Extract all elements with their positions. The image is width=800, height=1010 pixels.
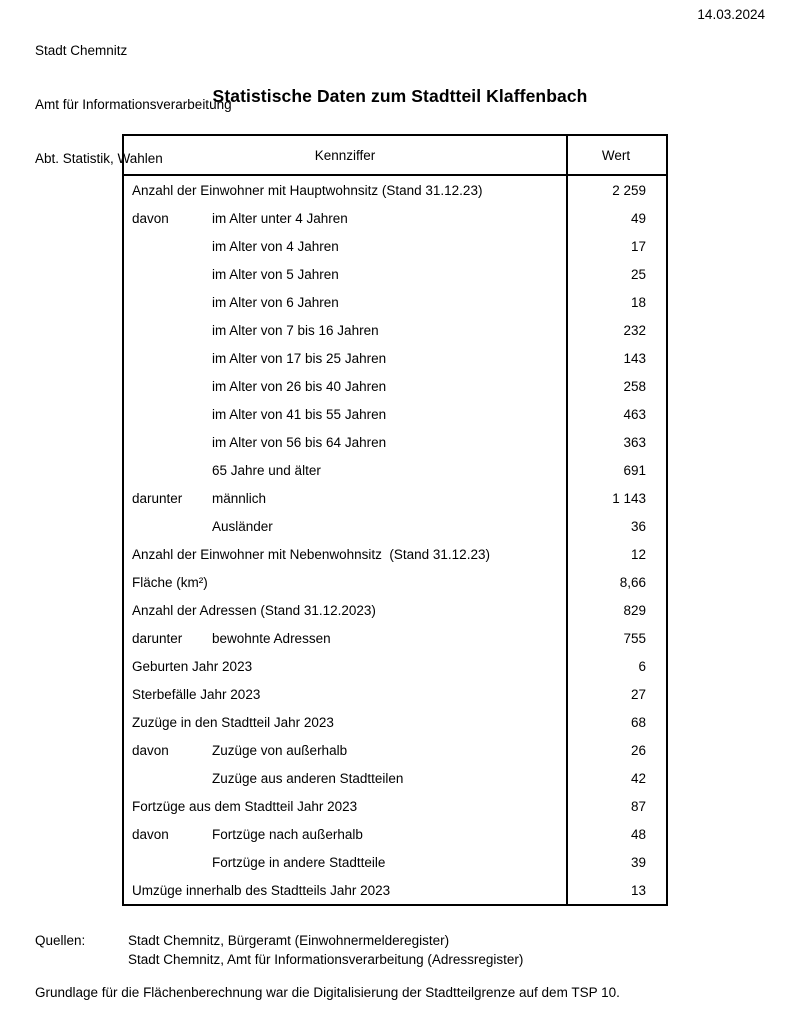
row-label-cell — [124, 463, 566, 478]
row-label-cell — [124, 883, 566, 898]
column-header-kennziffer: Kennziffer — [314, 147, 376, 163]
page-title: Statistische Daten zum Stadtteil Klaffenbach — [212, 86, 588, 106]
row-value: 25 — [630, 266, 646, 282]
table-row — [124, 288, 666, 316]
row-group-prefix: darunter — [132, 630, 183, 646]
table-row — [124, 400, 666, 428]
table-row — [124, 540, 666, 568]
statistics-table — [122, 134, 668, 906]
row-label-cell — [124, 603, 566, 618]
row-label-cell — [124, 827, 566, 842]
row-label: Anzahl der Adressen (Stand 31.12.2023) — [132, 602, 376, 618]
table-row — [124, 820, 666, 848]
column-divider — [566, 136, 568, 904]
row-label: im Alter von 5 Jahren — [212, 266, 339, 282]
table-row — [124, 848, 666, 876]
row-value: 49 — [630, 210, 646, 226]
row-label-cell — [124, 351, 566, 366]
table-row — [124, 764, 666, 792]
row-label: im Alter von 26 bis 40 Jahren — [212, 378, 387, 394]
row-label-cell — [124, 575, 566, 590]
row-label: Fortzüge nach außerhalb — [212, 826, 363, 842]
row-label-cell — [124, 631, 566, 646]
table-row — [124, 512, 666, 540]
row-label-cell — [124, 491, 566, 506]
table-row — [124, 596, 666, 624]
row-label: Fläche (km²) — [132, 574, 208, 590]
row-label-cell — [124, 547, 566, 562]
row-label: männlich — [212, 490, 267, 506]
letterhead-line-dept: Abt. Statistik, Wahlen — [35, 151, 163, 166]
row-label: im Alter von 17 bis 25 Jahren — [212, 350, 387, 366]
row-value: 18 — [630, 294, 646, 310]
row-label-cell — [124, 379, 566, 394]
row-label: Anzahl der Einwohner mit Nebenwohnsitz (Stand 31.12.23) — [132, 546, 490, 562]
table-row — [124, 316, 666, 344]
row-value: 1 143 — [612, 490, 646, 506]
table-row — [124, 428, 666, 456]
row-group-prefix: darunter — [132, 490, 183, 506]
row-value: 13 — [630, 882, 646, 898]
sources-label: Quellen: — [35, 933, 86, 948]
row-label-cell — [124, 435, 566, 450]
row-label: Zuzüge aus anderen Stadtteilen — [212, 770, 404, 786]
source-line-address: Stadt Chemnitz, Amt für Informationsverarbeitung (Adressregister) — [128, 952, 524, 967]
row-value: 36 — [630, 518, 646, 534]
table-row — [124, 344, 666, 372]
row-value: 87 — [630, 798, 646, 814]
table-row — [124, 232, 666, 260]
table-row — [124, 736, 666, 764]
row-label-cell — [124, 771, 566, 786]
row-label: Fortzüge aus dem Stadtteil Jahr 2023 — [132, 798, 358, 814]
row-value: 27 — [630, 686, 646, 702]
row-value: 258 — [623, 378, 646, 394]
row-label: im Alter von 4 Jahren — [212, 238, 339, 254]
row-label: im Alter von 6 Jahren — [212, 294, 339, 310]
row-group-prefix: davon — [132, 742, 169, 758]
table-body — [124, 176, 666, 904]
table-row — [124, 876, 666, 904]
letterhead-line-office: Amt für Informationsverarbeitung — [35, 97, 232, 112]
table-row — [124, 484, 666, 512]
row-label-cell — [124, 743, 566, 758]
row-label-cell — [124, 519, 566, 534]
row-label-cell — [124, 407, 566, 422]
row-value: 143 — [623, 350, 646, 366]
row-label-cell — [124, 239, 566, 254]
row-label-cell — [124, 855, 566, 870]
row-label-cell — [124, 295, 566, 310]
row-label: Anzahl der Einwohner mit Hauptwohnsitz (Stand 31.12.23) — [132, 182, 483, 198]
footnote: Grundlage für die Flächenberechnung war die Digitalisierung der Stadtteilgrenze auf dem TSP 10. — [35, 985, 620, 1000]
row-label: Ausländer — [212, 518, 273, 534]
row-label-cell — [124, 715, 566, 730]
row-value: 829 — [623, 602, 646, 618]
letterhead-line-org: Stadt Chemnitz — [35, 43, 128, 58]
row-label-cell — [124, 323, 566, 338]
row-value: 26 — [630, 742, 646, 758]
row-label-cell — [124, 267, 566, 282]
table-row — [124, 372, 666, 400]
column-header-wert: Wert — [601, 147, 631, 163]
table-row — [124, 708, 666, 736]
row-label: Umzüge innerhalb des Stadtteils Jahr 2023 — [132, 882, 391, 898]
row-label: Zuzüge in den Stadtteil Jahr 2023 — [132, 714, 334, 730]
row-value: 691 — [623, 462, 646, 478]
table-row — [124, 176, 666, 204]
row-label: Sterbefälle Jahr 2023 — [132, 686, 261, 702]
row-label: 65 Jahre und älter — [212, 462, 321, 478]
row-label-cell — [124, 211, 566, 226]
document-date: 14.03.2024 — [697, 7, 765, 22]
row-value: 6 — [638, 658, 646, 674]
row-group-prefix: davon — [132, 210, 169, 226]
table-row — [124, 260, 666, 288]
row-label: bewohnte Adressen — [212, 630, 331, 646]
table-header-row — [124, 136, 666, 176]
source-line-registry: Stadt Chemnitz, Bürgeramt (Einwohnermelderegister) — [128, 933, 450, 948]
row-value: 17 — [630, 238, 646, 254]
row-label: Zuzüge von außerhalb — [212, 742, 348, 758]
row-value: 755 — [623, 630, 646, 646]
table-row — [124, 652, 666, 680]
sources-block — [35, 931, 523, 969]
row-label: im Alter von 7 bis 16 Jahren — [212, 322, 379, 338]
row-group-prefix: davon — [132, 826, 169, 842]
row-label: im Alter unter 4 Jahren — [212, 210, 348, 226]
row-label: im Alter von 41 bis 55 Jahren — [212, 406, 387, 422]
row-value: 232 — [623, 322, 646, 338]
row-label: im Alter von 56 bis 64 Jahren — [212, 434, 387, 450]
row-value: 8,66 — [619, 574, 646, 590]
row-label-cell — [124, 687, 566, 702]
row-value: 12 — [630, 546, 646, 562]
row-value: 463 — [623, 406, 646, 422]
row-value: 363 — [623, 434, 646, 450]
row-value: 42 — [630, 770, 646, 786]
table-row — [124, 568, 666, 596]
table-row — [124, 204, 666, 232]
table-row — [124, 624, 666, 652]
row-label-cell — [124, 799, 566, 814]
sources-lines — [128, 931, 523, 969]
row-label-cell — [124, 659, 566, 674]
row-label: Fortzüge in andere Stadtteile — [212, 854, 386, 870]
table-row — [124, 456, 666, 484]
row-value: 2 259 — [612, 182, 646, 198]
table-row — [124, 680, 666, 708]
row-label-cell — [124, 183, 566, 198]
row-label: Geburten Jahr 2023 — [132, 658, 253, 674]
row-value: 68 — [630, 714, 646, 730]
row-value: 39 — [630, 854, 646, 870]
row-value: 48 — [630, 826, 646, 842]
table-row — [124, 792, 666, 820]
